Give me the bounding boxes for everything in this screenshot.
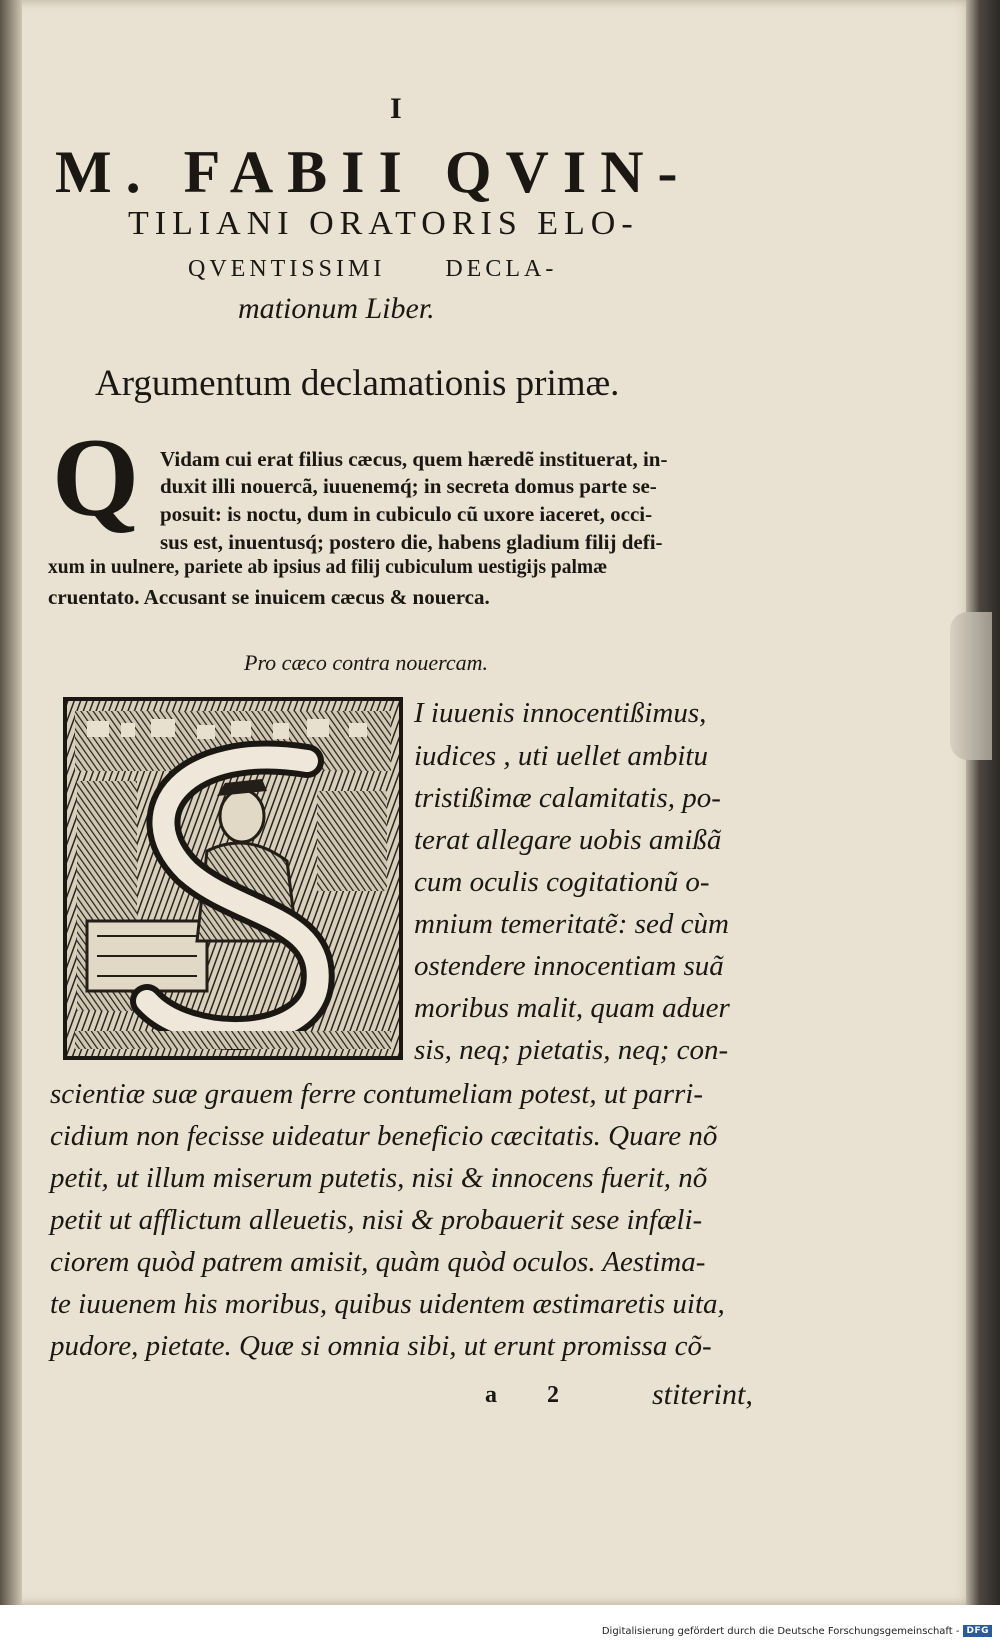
folio-number: I <box>390 92 402 125</box>
catchword: stiterint, <box>652 1378 753 1411</box>
binding-shadow <box>0 0 22 1605</box>
title-line-3-word-a: QVENTISSIMI <box>188 256 386 282</box>
title-line-3 <box>188 256 557 283</box>
text-line: tristißimæ calamitatis, po- <box>414 782 721 814</box>
scanner-clip <box>950 612 992 760</box>
text-line: cidium non fecisse uideatur beneficio cæcitatis. Quare nõ <box>50 1120 718 1152</box>
dfg-credit <box>602 1625 992 1637</box>
text-line: I iuuenis innocentißimus, <box>414 697 707 729</box>
argument-line: xum in uulnere, pariete ab ipsius ad filij cubiculum uestigijs palmæ <box>48 557 608 578</box>
argument-line: cruentato. Accusant se inuicem cæcus & nouerca. <box>48 585 490 609</box>
text-line: ciorem quòd patrem amisit, quàm quòd oculos. Aestima- <box>50 1246 706 1278</box>
footer-strip <box>0 1605 1000 1643</box>
argument-line: posuit: is noctu, dum in cubiculo cũ uxore iaceret, occi- <box>160 502 653 526</box>
argument-line: duxit illi nouercã, iuuenemq́; in secreta domus parte se- <box>160 474 657 498</box>
text-line: pudore, pietate. Quæ si omnia sibi, ut erunt promissa cõ- <box>50 1330 712 1362</box>
title-line-4: mationum Liber. <box>238 292 435 325</box>
woodcut-illustration <box>67 701 399 1056</box>
text-line: terat allegare uobis amißã <box>414 824 722 856</box>
title-line-2: TILIANI ORATORIS ELO- <box>128 205 639 242</box>
speech-heading: Pro cæco contra nouercam. <box>244 650 488 675</box>
text-line: sis, neq; pietatis, neq; con- <box>414 1034 729 1066</box>
text-line: ostendere innocentiam suã <box>414 950 724 982</box>
woodcut-initial-s-image <box>63 697 403 1060</box>
argument-heading: Argumentum declamationis primæ. <box>95 363 620 404</box>
text-line: petit, ut illum miserum putetis, nisi & innocens fuerit, nõ <box>50 1162 708 1194</box>
dfg-logo-icon: DFG <box>963 1625 992 1637</box>
text-line: te iuuenem his moribus, quibus uidentem æstimaretis uita, <box>50 1288 725 1320</box>
argument-drop-initial: Q <box>52 416 140 540</box>
argument-line: sus est, inuentusq́; postero die, habens gladium filij defi- <box>160 530 663 554</box>
text-line: cum oculis cogitationũ o- <box>414 866 710 898</box>
text-line: petit ut afflictum alleuetis, nisi & probauerit sese infæli- <box>50 1204 703 1236</box>
dfg-credit-text: Digitalisierung gefördert durch die Deutsche Forschungsgemeinschaft - <box>601 1625 960 1637</box>
text-line: moribus malit, quam aduer <box>414 992 730 1024</box>
signature-mark: a 2 <box>485 1382 581 1408</box>
title-line-1: M. FABII QVIN- <box>55 139 692 205</box>
title-line-3-word-b: DECLA- <box>445 256 558 282</box>
text-line: mnium temeritatẽ: sed cùm <box>414 908 729 940</box>
text-line: iudices , uti uellet ambitu <box>414 740 708 772</box>
page-fore-edge <box>966 0 1000 1643</box>
text-line: scientiæ suæ grauem ferre contumeliam potest, ut parri- <box>50 1078 703 1110</box>
argument-line: Vidam cui erat filius cæcus, quem hæredẽ instituerat, in- <box>160 447 668 471</box>
